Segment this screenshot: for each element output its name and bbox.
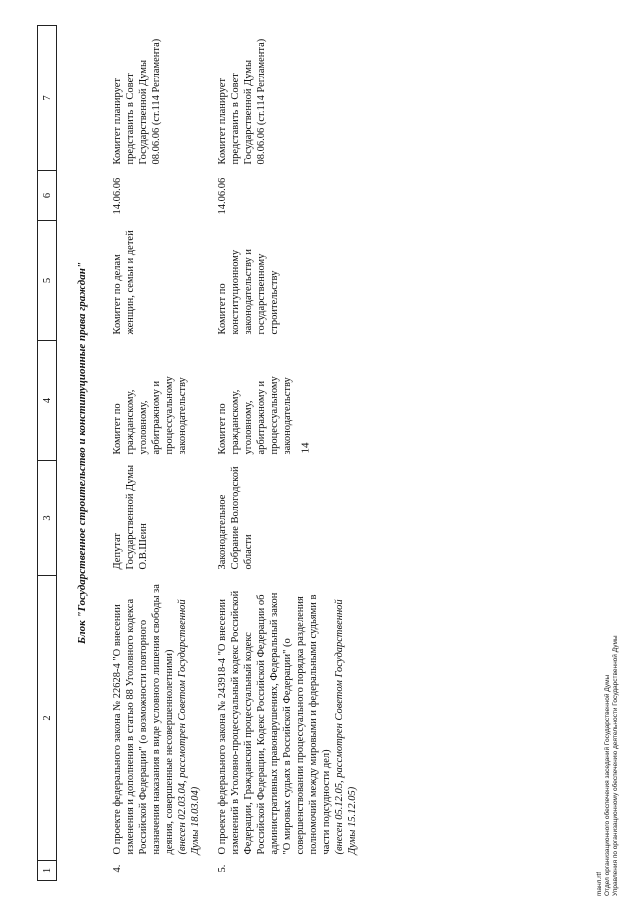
initiator: Депутат Государственной Думы О.В.Шеин	[112, 464, 149, 570]
footer	[596, 496, 620, 896]
co-executor-committee: Комитет по делам женщин, семьи и детей	[112, 230, 136, 335]
bill-text: О проекте федерального закона № 22628-4 "О внесении изменения и дополнения в статью 88 Уголовного кодекса Российской Федерации" (о возможности повторного назначения наказания в виде условного лишения свободы за деяния, совершенные несовершеннолетними)	[112, 584, 175, 855]
column-number: 1	[38, 861, 57, 881]
row-number: 4.	[112, 864, 123, 873]
table-row	[107, 26, 212, 881]
footer-line: Управления по организационному обеспечению деятельности Государственной Думы	[612, 635, 619, 896]
page-number: 14	[299, 442, 312, 454]
bill-note: (внесен 02.03.04, рассмотрен Советом Государственной Думы 18.03.04)	[177, 599, 201, 855]
column-number: 3	[38, 461, 57, 576]
footer-file: maнл.rtf	[596, 872, 603, 896]
co-executor-committee: Комитет по конституционному законодательству и государственному строительству	[217, 248, 280, 335]
column-number: 5	[38, 221, 57, 341]
bill-description	[107, 576, 212, 861]
date: 14.06.06	[112, 177, 123, 215]
column-number: 2	[38, 576, 57, 861]
plan-note: Комитет планирует представить в Совет Государственной Думы 08.06.06 (ст.114 Регламента)	[217, 38, 267, 165]
column-number: 4	[38, 341, 57, 461]
row-number: 5.	[217, 864, 228, 873]
legislation-table	[37, 25, 369, 881]
document-page	[37, 26, 607, 881]
date: 14.06.06	[217, 177, 228, 215]
column-number: 6	[38, 171, 57, 221]
responsible-committee: Комитет по гражданскому, уголовному, арбитражному и процессуальному законодательству	[217, 376, 293, 455]
plan-note: Комитет планирует представить в Совет Государственной Думы 08.06.06 (ст.114 Регламента)	[112, 38, 162, 165]
column-number: 7	[38, 26, 57, 171]
footer-line: Отдел организационного обеспечения заседаний Государственной Думы	[604, 674, 611, 896]
section-row	[57, 26, 108, 881]
bill-note: (внесен 05.12.05, рассмотрен Советом Государственной Думы 15.12.05)	[334, 599, 358, 855]
bill-text: О проекте федерального закона № 243918-4 "О внесении изменений в Уголовно-процессуальный кодекс Российской Федерации, Гражданский процессуальный кодекс Российской Федерации, Кодекс Российской Федерации об административных правонарушениях, Федеральный закон "О мировых судьях в Российской Федерации" (о совершенствовании процессуального порядка разделения полномочий между мировыми и федеральными судьями в части подсудности дел)	[217, 590, 332, 855]
column-number-row	[38, 26, 57, 881]
initiator: Законодательное Собрание Вологодской области	[217, 466, 254, 570]
table-row	[212, 26, 369, 881]
bill-description	[212, 576, 369, 861]
responsible-committee: Комитет по гражданскому, уголовному, арбитражному и процессуальному законодательству	[112, 376, 188, 455]
section-title: Блок "Государственное строительство и конституционные права граждан"	[75, 262, 88, 644]
